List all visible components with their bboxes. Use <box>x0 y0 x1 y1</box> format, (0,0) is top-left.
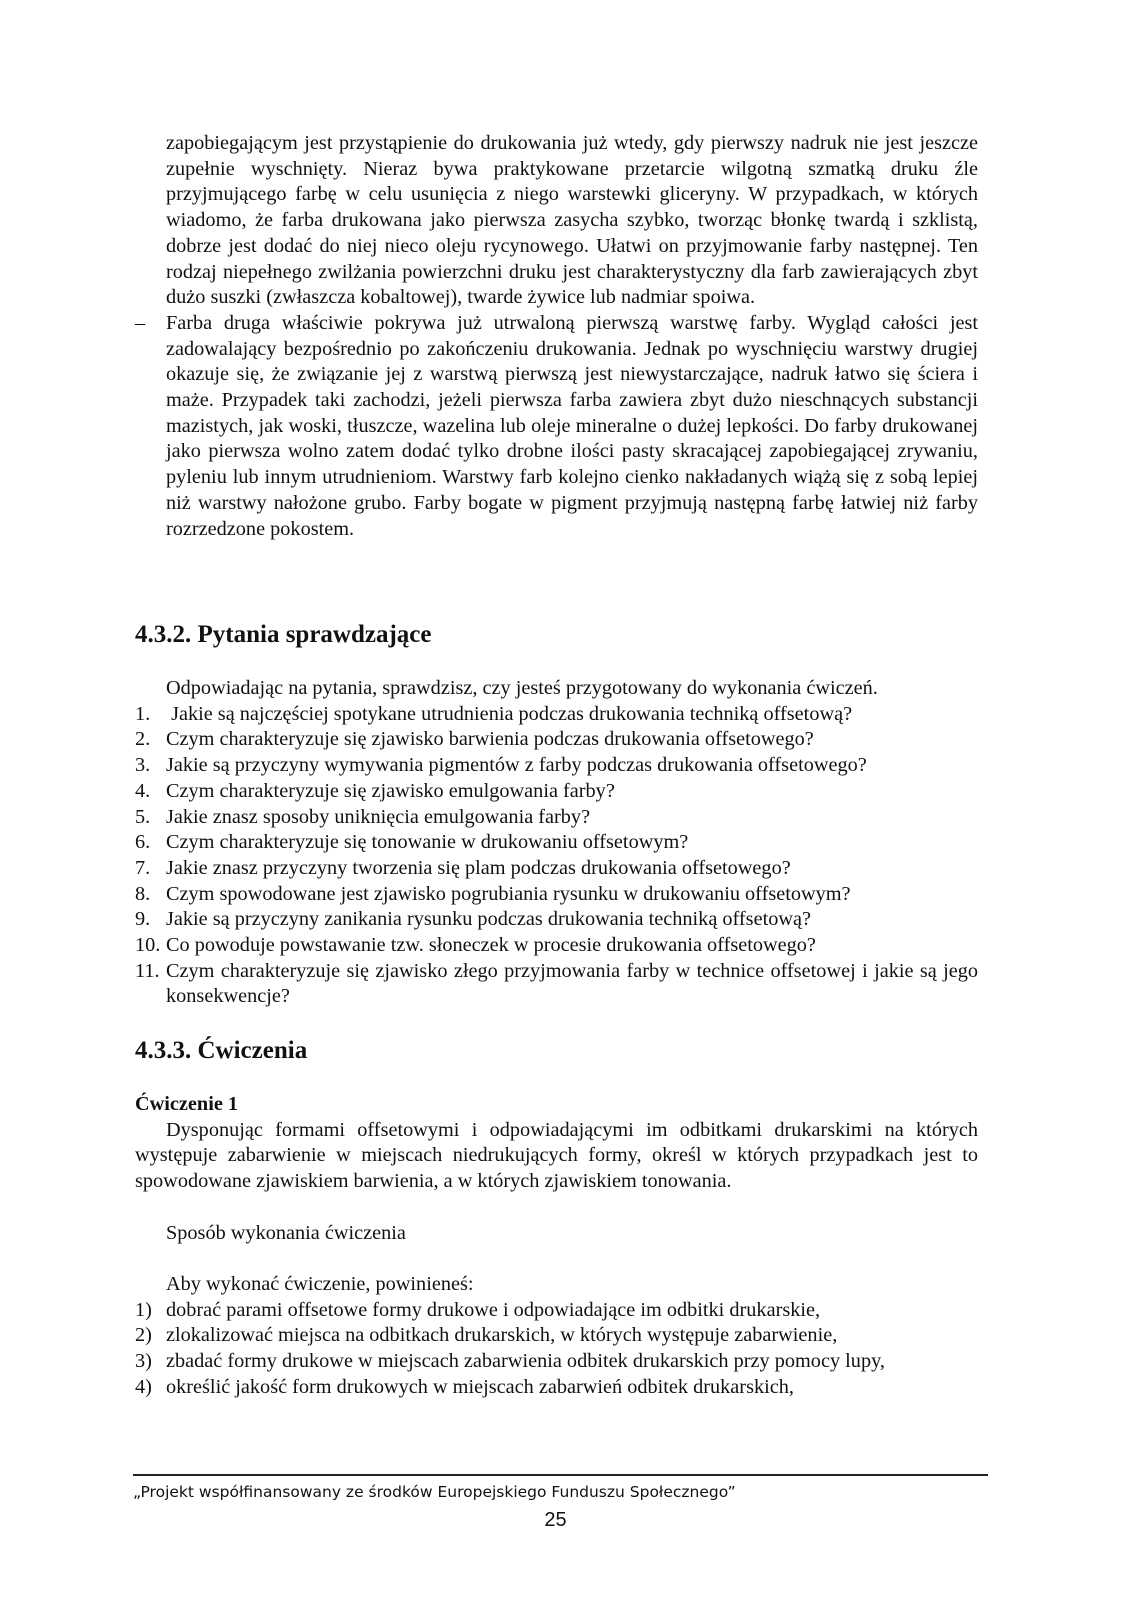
footer-divider <box>133 1474 988 1476</box>
footer-funding-note: „Projekt współfinansowany ze środków Europejskiego Funduszu Społecznego” <box>133 1483 736 1501</box>
question-item <box>135 805 978 831</box>
step-text: zlokalizować miejsca na odbitkach drukarskich, w których występuje zabarwienie, <box>166 1324 838 1347</box>
question-item <box>135 882 978 908</box>
step-item <box>135 1298 978 1324</box>
question-text: Czym spowodowane jest zjawisko pogrubiania rysunku w drukowaniu offsetowym? <box>166 882 851 905</box>
step-number: 3) <box>135 1350 152 1372</box>
steps-list <box>135 1298 978 1401</box>
question-text: Co powoduje powstawanie tzw. słoneczek w procesie drukowania offsetowego? <box>166 934 816 957</box>
step-text: dobrać parami offsetowe formy drukowe i odpowiadające im odbitki drukarskie, <box>166 1298 821 1321</box>
step-number: 1) <box>135 1298 152 1321</box>
exercise-description: Dysponując formami offsetowymi i odpowiadającymi im odbitkami drukarskimi na których występuje zabarwienie w miejscach niedrukujących formy, określ w których przypadkach jest to spowodowane zjawiskiem barwienia, a w których zjawiskiem tonowania. <box>135 1118 978 1193</box>
question-number: 11. <box>135 959 160 982</box>
question-text: Jakie są najczęściej spotykane utrudnienia podczas drukowania techniką offsetową? <box>166 702 853 725</box>
step-number: 2) <box>135 1324 152 1347</box>
question-text: Czym charakteryzuje się zjawisko emulgowania farby? <box>166 779 615 802</box>
question-number: 7. <box>135 856 151 879</box>
exercise-title: Ćwiczenie 1 <box>135 1093 239 1115</box>
question-text: Jakie znasz przyczyny tworzenia się plam podczas drukowania offsetowego? <box>166 856 791 879</box>
step-text: określić jakość form drukowych w miejscach zabarwień odbitek drukarskich, <box>166 1375 794 1398</box>
question-text: Czym charakteryzuje się zjawisko barwienia podczas drukowania offsetowego? <box>166 728 814 751</box>
dash-bullet-icon: – <box>135 311 146 334</box>
method-heading: Sposób wykonania ćwiczenia <box>166 1221 406 1244</box>
question-item <box>135 727 978 753</box>
step-number: 4) <box>135 1375 152 1398</box>
question-item <box>135 702 978 728</box>
step-item <box>135 1349 978 1375</box>
question-number: 1. <box>135 702 151 725</box>
questions-block <box>135 676 978 1010</box>
question-item <box>135 907 978 933</box>
question-number: 9. <box>135 908 151 931</box>
question-item <box>135 959 978 1010</box>
question-text: Czym charakteryzuje się zjawisko złego przyjmowania farby w technice offsetowej i jakie są jego konsekwencje? <box>166 959 978 1008</box>
question-item <box>135 933 978 959</box>
question-item <box>135 830 978 856</box>
question-text: Jakie są przyczyny zanikania rysunku podczas drukowania techniką offsetową? <box>166 908 811 931</box>
continuation-paragraph: zapobiegającym jest przystąpienie do drukowania już wtedy, gdy pierwszy nadruk nie jest jeszcze zupełnie wyschnięty. Nieraz bywa praktykowane przetarcie wilgotną szmatką druku źle przyjmującego farbę w celu usunięcia z niego warstewki gliceryny. W przypadkach, w których wiadomo, że farba drukowana jako pierwsza zasycha szybko, tworząc błonkę twardą i szklistą, dobrze jest dodać do niej nieco oleju rycynowego. Ułatwi on przyjmowanie farby następnej. Ten rodzaj niepełnego zwilżania powierzchni druku jest charakterystyczny dla farb zawierających zbyt dużo suszki (zwłaszcza kobaltowej), twarde żywice lub nadmiar spoiwa. <box>166 132 978 309</box>
steps-intro: Aby wykonać ćwiczenie, powinieneś: <box>166 1272 474 1295</box>
question-number: 4. <box>135 779 151 802</box>
page-number: 25 <box>544 1509 567 1531</box>
question-number: 10. <box>135 934 161 957</box>
step-item <box>135 1323 978 1349</box>
section-heading-questions: 4.3.2. Pytania sprawdzające <box>135 621 432 648</box>
step-item <box>135 1375 978 1401</box>
section-heading-exercises: 4.3.3. Ćwiczenia <box>135 1037 308 1064</box>
step-text: zbadać formy drukowe w miejscach zabarwienia odbitek drukarskich przy pomocy lupy, <box>166 1350 885 1372</box>
questions-list <box>135 702 978 1010</box>
question-text: Jakie znasz sposoby uniknięcia emulgowania farby? <box>166 805 591 828</box>
questions-intro: Odpowiadając na pytania, sprawdzisz, czy jesteś przygotowany do wykonania ćwiczeń. <box>166 677 878 699</box>
question-item <box>135 779 978 805</box>
question-text: Jakie są przyczyny wymywania pigmentów z farby podczas drukowania offsetowego? <box>166 754 867 777</box>
question-number: 8. <box>135 882 151 905</box>
bullet-item-text: Farba druga właściwie pokrywa już utrwaloną pierwszą warstwę farby. Wygląd całości jest zadowalający bezpośrednio po zakończeniu drukowania. Jednak po wyschnięciu warstwy drugiej okazuje się, że związanie jej z warstwą pierwszą jest niewystarczające, nadruk łatwo się ściera i maże. Przypadek taki zachodzi, jeżeli pierwsza farba zawiera zbyt dużo nieschnących substancji mazistych, jak woski, tłuszcze, wazelina lub oleje mineralne o dużej lepkości. Do farby drukowanej jako pierwsza wolno zatem dodać tylko drobne ilości pasty skracającej zapobiegającej zrywaniu, pyleniu lub innym utrudnieniom. Warstwy farb kolejno cienko nakładanych wiążą się z sobą lepiej niż warstwy nałożone grubo. Farby bogate w pigment przyjmują następną farbę łatwiej niż farby rozrzedzone pokostem. <box>166 311 978 540</box>
continuation-block <box>135 131 978 542</box>
question-number: 6. <box>135 831 151 854</box>
question-number: 5. <box>135 805 151 828</box>
question-item <box>135 753 978 779</box>
question-text: Czym charakteryzuje się tonowanie w drukowaniu offsetowym? <box>166 831 689 854</box>
question-number: 2. <box>135 728 151 751</box>
bullet-item <box>135 311 978 542</box>
question-number: 3. <box>135 754 151 777</box>
question-item <box>135 856 978 882</box>
exercise-block <box>135 1092 978 1400</box>
